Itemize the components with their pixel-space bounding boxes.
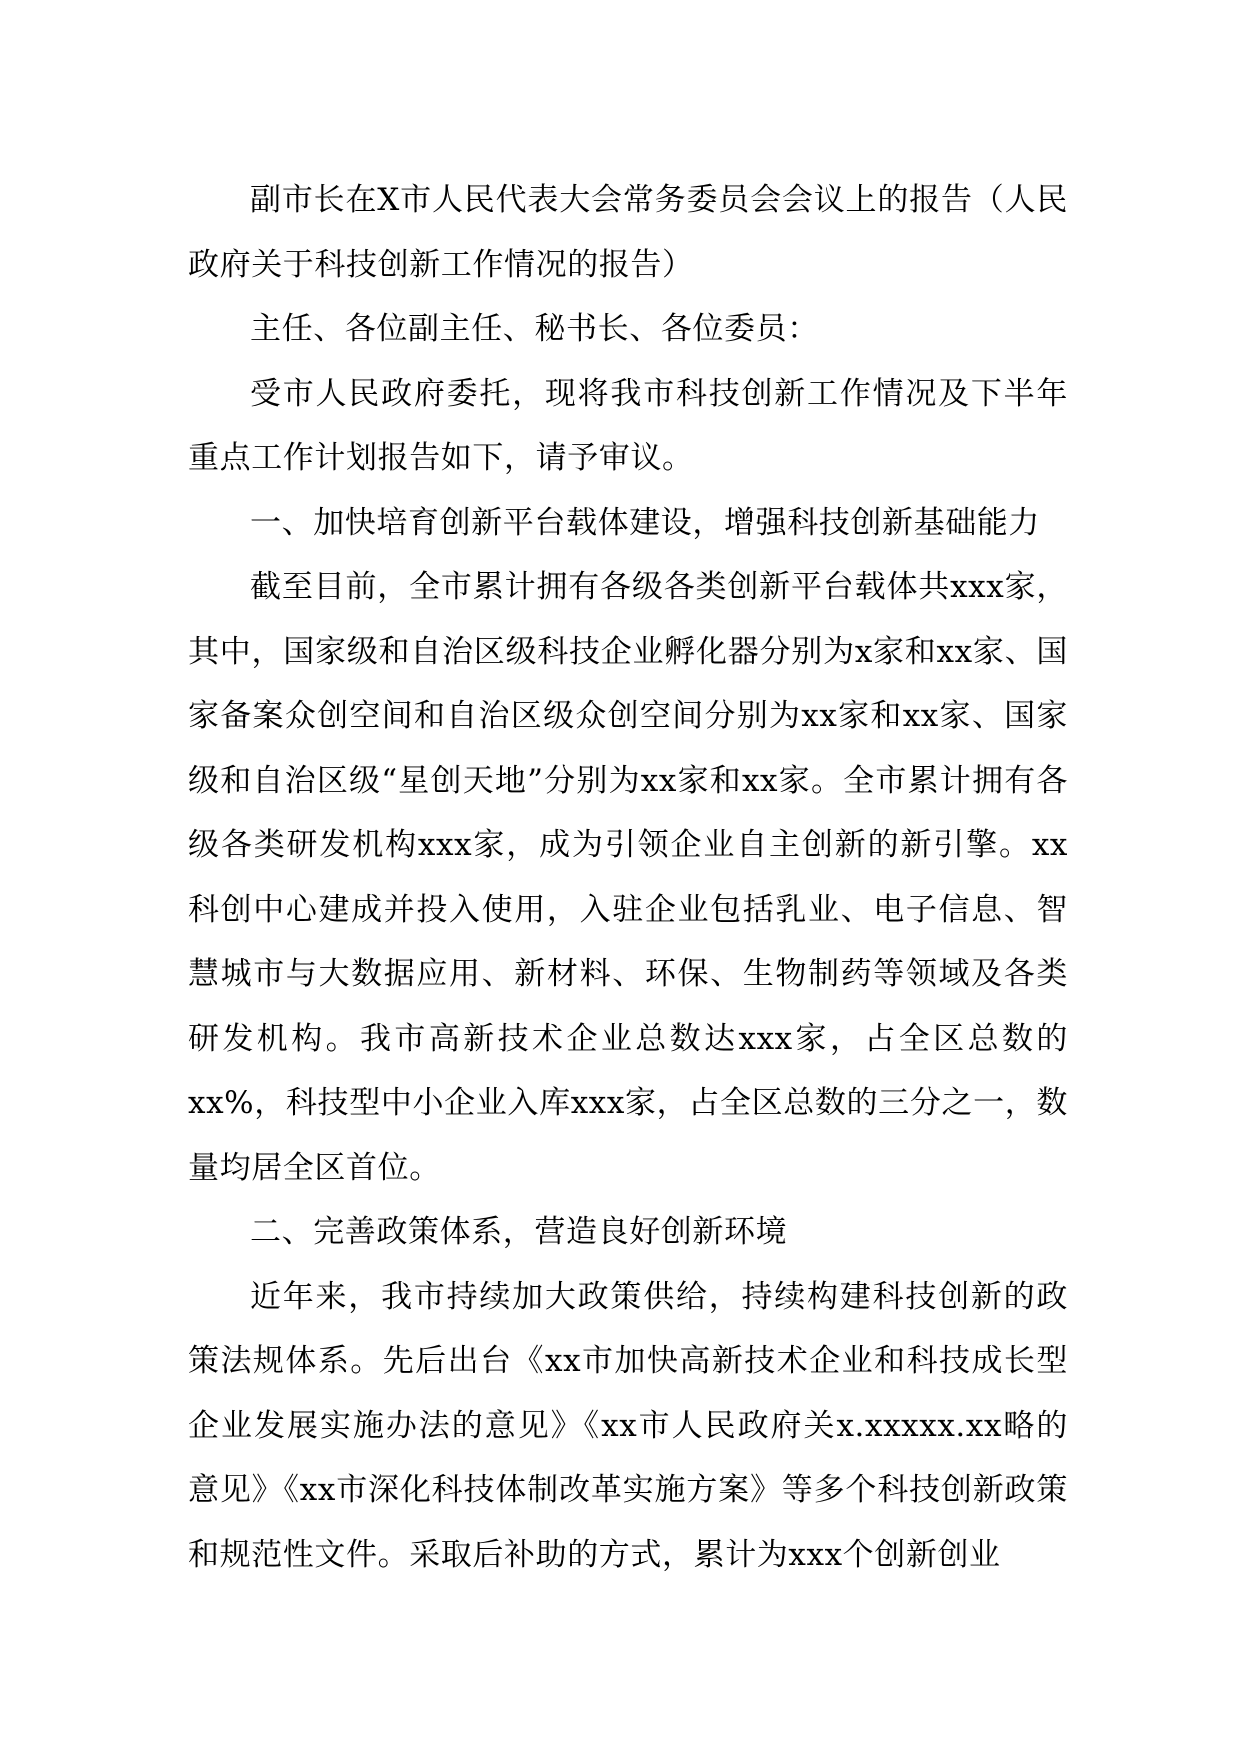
section-1-heading: 一、加快培育创新平台载体建设，增强科技创新基础能力 [250, 504, 1040, 541]
document-title: 副市长在X市人民代表大会常务委员会会议上的报告（人民政府关于科技创新工作情况的报告） [188, 182, 1068, 283]
salutation: 主任、各位副主任、秘书长、各位委员： [250, 311, 819, 347]
section-1-body: 截至目前，全市累计拥有各级各类创新平台载体共xxx家，其中，国家级和自治区级科技企业孵化器分别为x家和xx家、国家备案众创空间和自治区级众创空间分别为xx家和xx家、国家级和自治区级“星创天地”分别为xx家和xx家。全市累计拥有各级各类研发机构xxx家，成为引领企业自主创新的新引擎。xx科创中心建成并投入使用，入驻企业包括乳业、电子信息、智慧城市与大数据应用、新材料、环保、生物制药等领域及各类研发机构。我市高新技术企业总数达xxx家，占全区总数的xx%，科技型中小企业入库xxx家，占全区总数的三分之一，数量均居全区首位。 [188, 569, 1069, 1186]
section-2-heading: 二、完善政策体系，营造良好创新环境 [250, 1214, 788, 1250]
section-2-body: 近年来，我市持续加大政策供给，持续构建科技创新的政策法规体系。先后出台《xx市加快高新技术企业和科技成长型企业发展实施办法的意见》《xx市人民政府关x.xxxxx.xx略的意见》《xx市深化科技体制改革实施方案》等多个科技创新政策和规范性文件。采取后补助的方式，累计为xxx个创新创业 [188, 1278, 1068, 1573]
intro-paragraph: 受市人民政府委托，现将我市科技创新工作情况及下半年重点工作计划报告如下，请予审议。 [188, 375, 1068, 476]
document-page [188, 168, 1068, 1587]
